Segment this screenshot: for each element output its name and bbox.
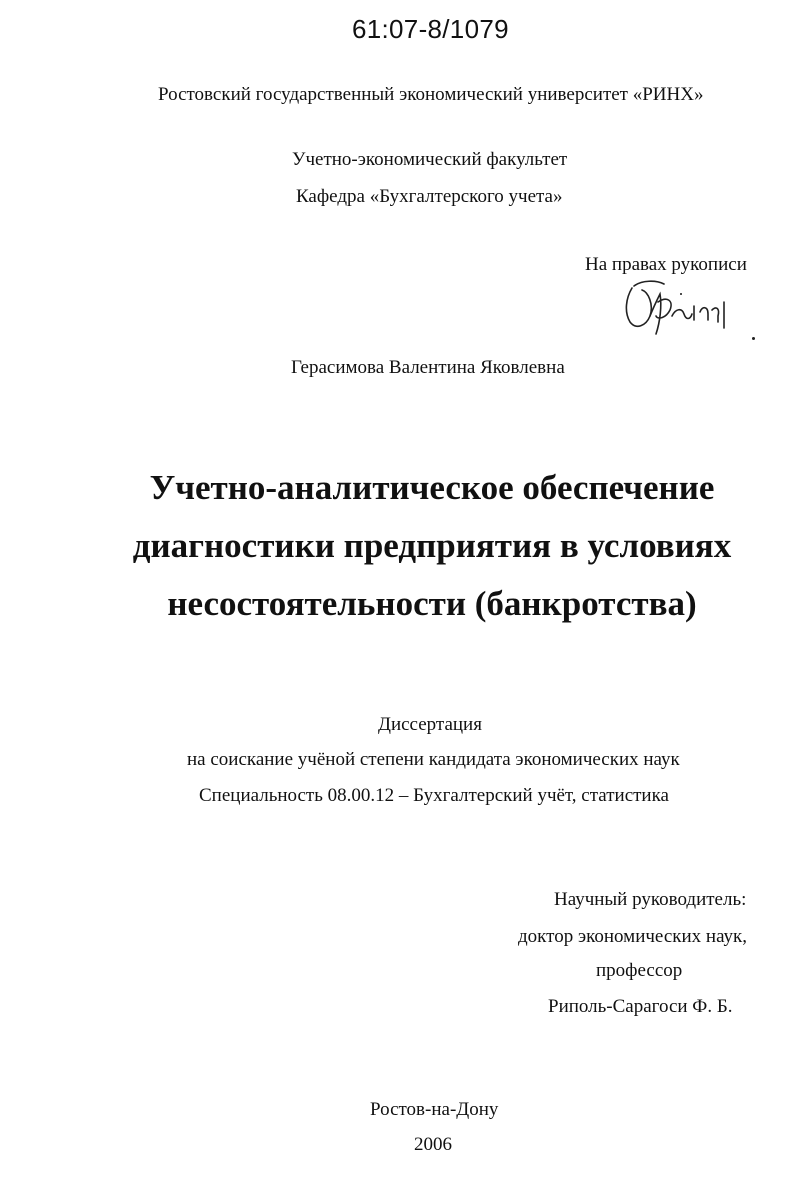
supervisor-degree: доктор экономических наук,	[518, 926, 748, 947]
dissertation-title-line-3: несостоятельности (банкротства)	[167, 584, 697, 623]
specialty: Специальность 08.00.12 – Бухгалтерский учёт, статистика	[199, 785, 669, 806]
university-name: Ростовский государственный экономический университет «РИНХ»	[158, 84, 704, 105]
stray-mark	[752, 337, 755, 340]
department-name: Кафедра «Бухгалтерского учета»	[296, 186, 563, 207]
city: Ростов-на-Дону	[370, 1099, 499, 1120]
supervisor-rank: профессор	[596, 960, 683, 981]
catalog-code: 61:07-8/1079	[352, 14, 509, 44]
supervisor-name: Риполь-Сарагоси Ф. Б.	[548, 996, 733, 1017]
dissertation-title-line-1: Учетно-аналитическое обеспечение	[149, 468, 715, 507]
year: 2006	[414, 1134, 452, 1155]
dissertation-title-line-2: диагностики предприятия в условиях	[132, 526, 732, 565]
degree-statement: на соискание учёной степени кандидата экономических наук	[187, 749, 680, 770]
author-name: Герасимова Валентина Яковлевна	[291, 357, 565, 378]
faculty-name: Учетно-экономический факультет	[292, 149, 568, 170]
manuscript-rights-note: На правах рукописи	[585, 254, 747, 275]
supervisor-label: Научный руководитель:	[554, 889, 747, 910]
work-type: Диссертация	[378, 714, 482, 735]
handwritten-signature	[620, 276, 750, 346]
